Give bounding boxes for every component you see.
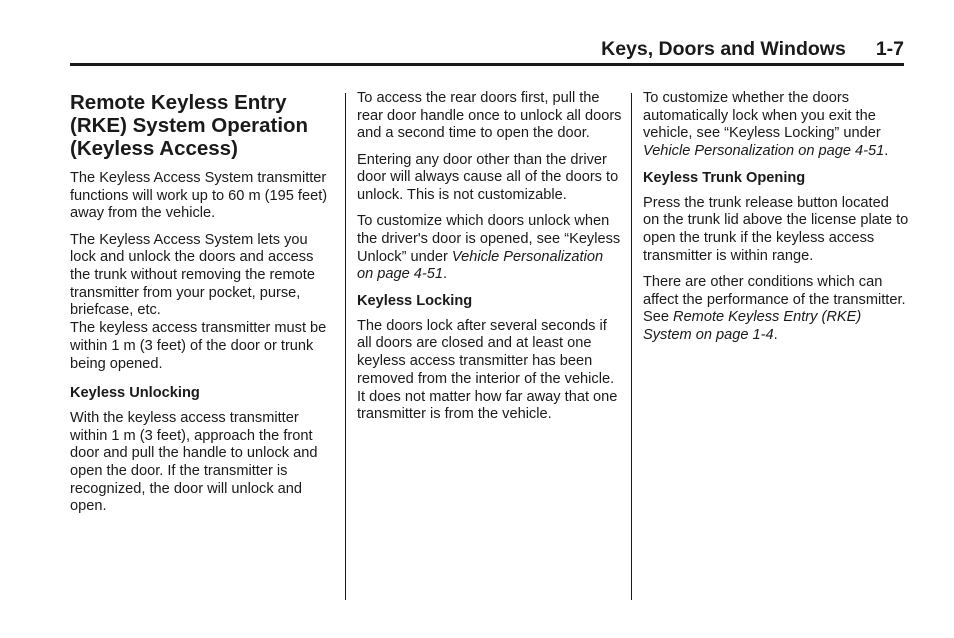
column-1 (70, 90, 336, 525)
page-number: 1-7 (875, 38, 904, 60)
section-title: Keys, Doors and Windows (601, 38, 846, 60)
text: . (443, 266, 448, 283)
paragraph: The Keyless Access System lets you lock and unlock the doors and access the trunk without removing the remote transmitter from your pocket, purse, briefcase, etc. (70, 231, 315, 319)
paragraph (357, 213, 623, 284)
subheading-keyless-trunk-opening: Keyless Trunk Opening (643, 169, 806, 186)
section-heading: Remote Keyless Entry (RKE) System Operation (Keyless Access) (70, 91, 309, 160)
cross-reference: Vehicle Personalization on page 4-51 (357, 248, 604, 283)
running-header (601, 38, 904, 61)
paragraph: To access the rear doors first, pull the rear door handle once to unlock all doors and a second time to open the door. (357, 90, 622, 142)
text: To customize whether the doors automatically lock when you exit the vehicle, see “Keyless Locking” under (643, 90, 881, 142)
text: . (773, 326, 778, 343)
column-3 (643, 90, 909, 353)
paragraph: The doors lock after several seconds if all doors are closed and at least one keyless access transmitter has been removed from the interior of the vehicle. It does not matter how far away that one transmitter is from the vehicle. (357, 317, 618, 423)
header-rule (70, 63, 904, 66)
paragraph: Entering any door other than the driver door will always cause all of the doors to unlock. This is not customizable. (357, 151, 619, 204)
column-divider-1 (345, 93, 346, 600)
text: There are other conditions which can affect the performance of the transmitter. See (643, 273, 906, 326)
paragraph: With the keyless access transmitter within 1 m (3 feet), approach the front door and pull the handle to unlock and open the door. If the transmitter is recognized, the door will unlock and open. (70, 409, 318, 515)
column-2 (357, 90, 623, 432)
cross-reference: Remote Keyless Entry (RKE) System on page 1-4 (643, 309, 862, 343)
subheading-keyless-locking: Keyless Locking (357, 293, 473, 310)
paragraph: The keyless access transmitter must be within 1 m (3 feet) of the door or trunk being opened. (70, 320, 327, 372)
page-header (70, 38, 904, 64)
paragraph: The Keyless Access System transmitter functions will work up to 60 m (195 feet) away from the vehicle. (70, 170, 328, 222)
subheading-keyless-unlocking: Keyless Unlocking (70, 385, 200, 402)
text: To customize which doors unlock when the driver's door is opened, see “Keyless Unlock” under (357, 213, 621, 265)
cross-reference: Vehicle Personalization on page 4-51 (643, 143, 885, 160)
text: . (884, 143, 889, 160)
paragraph: Press the trunk release button located on the trunk lid above the license plate to open the trunk if the keyless access transmitter is within range. (643, 194, 909, 264)
column-divider-2 (631, 93, 632, 600)
paragraph (643, 274, 909, 345)
paragraph (643, 90, 909, 161)
